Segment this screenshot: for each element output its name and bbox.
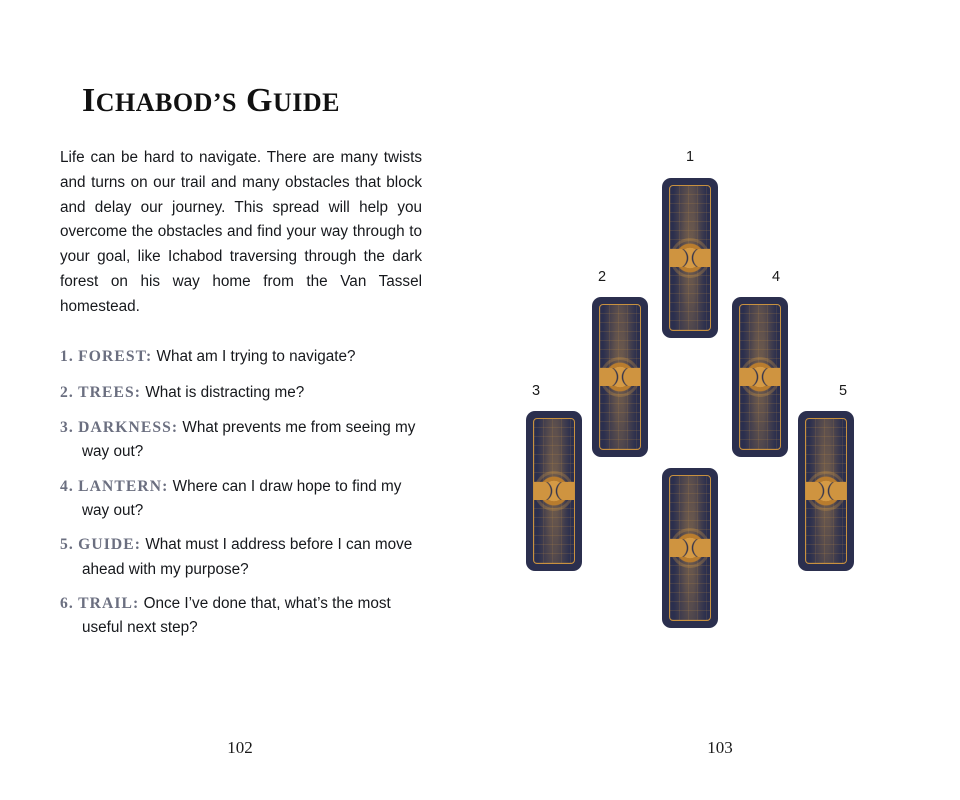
- tarot-card-4: [732, 297, 788, 457]
- page-right: [480, 0, 960, 800]
- tarot-card-5: [798, 411, 854, 571]
- intro-paragraph: Life can be hard to navigate. There are many twists and turns on our trail and many obstacles that block and delay our journey. This spread will help you overcome the obstacles and find your way through to your goal, like Ichabod traversing through the dark forest on his way home from the Van Tassel homestead.: [60, 149, 422, 315]
- list-item: [60, 416, 432, 464]
- position-number: 1.: [60, 348, 74, 366]
- position-number: 2.: [60, 383, 74, 401]
- tarot-card-6: [662, 468, 718, 628]
- position-number: 3.: [60, 418, 74, 436]
- card-number-1: 1: [685, 149, 695, 165]
- page-title-text-2: G: [245, 82, 273, 119]
- card-slot-blank: [663, 340, 717, 462]
- page-number-left: 102: [227, 738, 253, 757]
- page-title-text: I: [82, 82, 96, 119]
- position-question: What am I trying to navigate?: [156, 348, 356, 366]
- position-name: DARKNESS:: [78, 418, 179, 436]
- page-title-smallcaps-2: UIDE: [272, 88, 340, 117]
- list-item: [60, 345, 432, 369]
- card-number-4: 4: [771, 269, 781, 285]
- list-item: [60, 475, 432, 523]
- spread-diagram: [480, 0, 960, 800]
- card-back-pattern: [669, 475, 711, 621]
- card-back-pattern: [805, 418, 847, 564]
- position-number: 6.: [60, 595, 74, 613]
- position-name: GUIDE:: [78, 536, 142, 554]
- list-item: [60, 533, 432, 581]
- position-list: [60, 345, 432, 640]
- position-question: Once I’ve done that, what’s the most useful next step?: [82, 595, 391, 637]
- position-question: What is distracting me?: [145, 383, 305, 401]
- position-name: TREES:: [78, 383, 142, 401]
- card-back-pattern: [669, 185, 711, 331]
- card-number-2: 2: [597, 269, 607, 285]
- position-name: TRAIL:: [78, 595, 140, 613]
- position-number: 4.: [60, 477, 74, 495]
- list-item: [60, 592, 432, 640]
- card-number-3: 3: [531, 383, 541, 399]
- position-question: What must I address before I can move ahead with my purpose?: [82, 536, 413, 578]
- position-name: FOREST:: [78, 348, 153, 366]
- page-title-smallcaps-1: CHABOD’S: [95, 88, 237, 117]
- position-name: LANTERN:: [78, 477, 169, 495]
- card-back-pattern: [599, 304, 641, 450]
- tarot-card-2: [592, 297, 648, 457]
- list-item: [60, 381, 432, 405]
- card-back-pattern: [739, 304, 781, 450]
- position-question: What prevents me from seeing my way out?: [82, 418, 416, 460]
- tarot-card-1: [662, 178, 718, 338]
- tarot-card-3: [526, 411, 582, 571]
- page-title: [82, 82, 420, 120]
- card-number-5: 5: [838, 383, 848, 399]
- card-back-pattern: [533, 418, 575, 564]
- page-number-right: 103: [707, 738, 733, 757]
- position-number: 5.: [60, 536, 74, 554]
- position-question: Where can I draw hope to find my way out?: [82, 477, 402, 519]
